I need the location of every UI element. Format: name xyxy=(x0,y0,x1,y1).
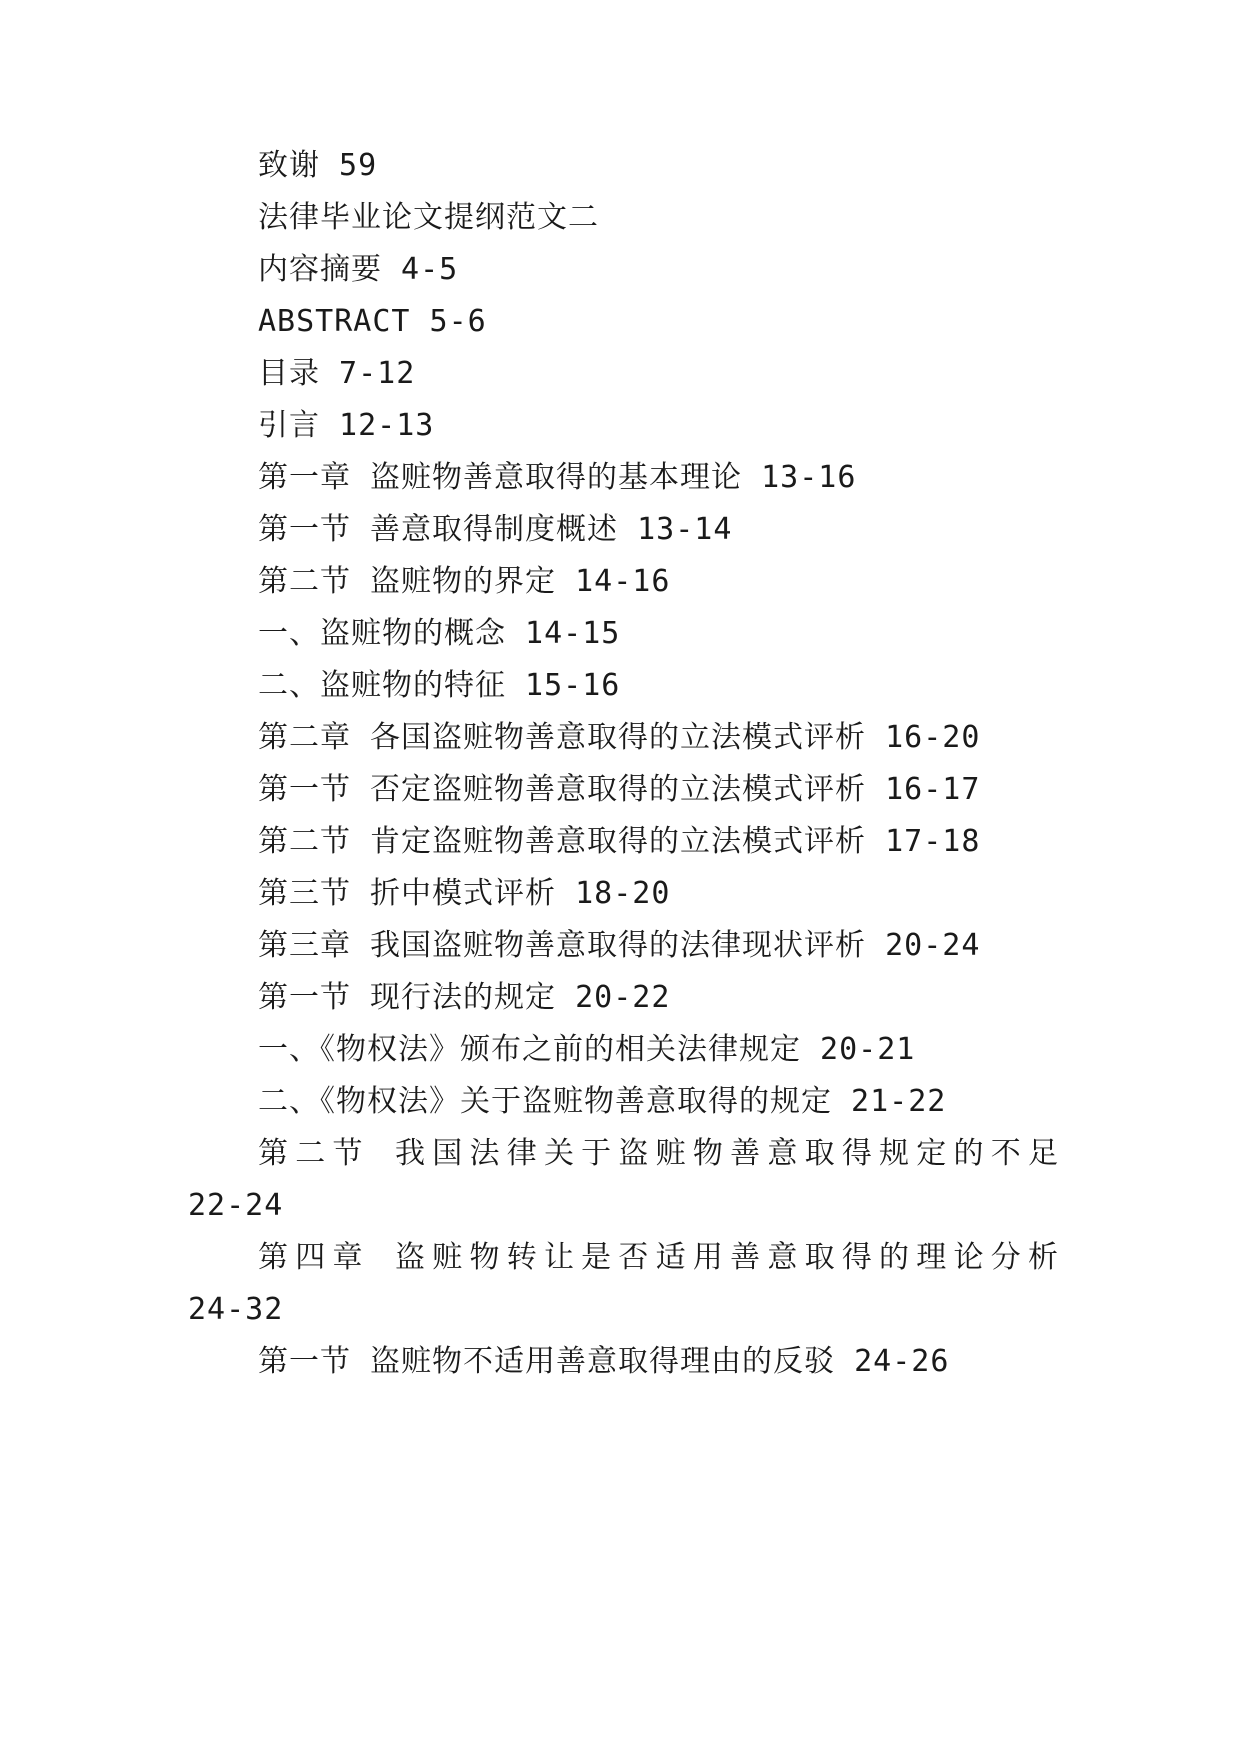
toc-char: 得 xyxy=(841,1240,872,1275)
toc-char: 国 xyxy=(432,1136,463,1171)
toc-char: 用 xyxy=(692,1240,723,1275)
toc-char: 赃 xyxy=(432,1240,463,1275)
toc-char: 章 xyxy=(332,1240,363,1275)
toc-char: 关 xyxy=(543,1136,574,1171)
toc-char: 意 xyxy=(767,1136,798,1171)
toc-char: 定 xyxy=(916,1136,947,1171)
toc-char: 第 xyxy=(258,1136,288,1171)
toc-line: 第一节 现行法的规定 20-22 xyxy=(258,980,671,1015)
toc-line: 一、盗赃物的概念 14-15 xyxy=(258,616,621,651)
toc-char: 第 xyxy=(258,1240,288,1275)
toc-char: 否 xyxy=(618,1240,649,1275)
toc-char: 二 xyxy=(295,1136,326,1171)
toc-char: 我 xyxy=(395,1136,425,1171)
toc-line: 第二节 肯定盗赃物善意取得的立法模式评析 17-18 xyxy=(258,824,981,859)
toc-char: 物 xyxy=(692,1136,723,1171)
toc-char: 足 xyxy=(1027,1136,1058,1171)
toc-line: 一、《物权法》颁布之前的相关法律规定 20-21 xyxy=(258,1032,916,1067)
toc-line: 第一节 否定盗赃物善意取得的立法模式评析 16-17 xyxy=(258,772,981,807)
toc-line: ABSTRACT 5-6 xyxy=(258,304,487,339)
toc-char: 取 xyxy=(804,1240,835,1275)
toc-char: 赃 xyxy=(655,1136,686,1171)
toc-line: 第三节 折中模式评析 18-20 xyxy=(258,876,671,911)
toc-char: 四 xyxy=(295,1240,326,1275)
toc-line: 内容摘要 4-5 xyxy=(258,252,459,287)
toc-line-justified xyxy=(258,1238,1058,1278)
toc-line-justified xyxy=(258,1134,1058,1174)
toc-char: 不 xyxy=(990,1136,1021,1171)
toc-char: 理 xyxy=(916,1240,947,1275)
toc-line: 二、《物权法》关于盗赃物善意取得的规定 21-22 xyxy=(258,1084,947,1119)
toc-char xyxy=(370,1134,388,1174)
toc-line-continuation: 22-24 xyxy=(188,1188,284,1223)
toc-line: 致谢 59 xyxy=(258,148,378,183)
toc-char: 节 xyxy=(332,1136,363,1171)
toc-line: 第二节 盗赃物的界定 14-16 xyxy=(258,564,671,599)
toc-char: 盗 xyxy=(618,1136,649,1171)
toc-char: 是 xyxy=(581,1240,612,1275)
toc-line: 法律毕业论文提纲范文二 xyxy=(258,200,599,235)
toc-line-continuation: 24-32 xyxy=(188,1292,284,1327)
toc-char: 分 xyxy=(990,1240,1021,1275)
toc-char xyxy=(370,1238,388,1278)
toc-char: 善 xyxy=(730,1136,761,1171)
toc-char: 善 xyxy=(730,1240,761,1275)
toc-line: 第一节 盗赃物不适用善意取得理由的反驳 24-26 xyxy=(258,1344,950,1379)
toc-char: 律 xyxy=(506,1136,537,1171)
toc-char: 意 xyxy=(767,1240,798,1275)
toc-line: 引言 12-13 xyxy=(258,408,435,443)
toc-char: 让 xyxy=(543,1240,574,1275)
toc-char: 取 xyxy=(804,1136,835,1171)
toc-line: 第一节 善意取得制度概述 13-14 xyxy=(258,512,733,547)
toc-line: 第一章 盗赃物善意取得的基本理论 13-16 xyxy=(258,460,857,495)
toc-line: 二、盗赃物的特征 15-16 xyxy=(258,668,621,703)
toc-char: 的 xyxy=(879,1240,910,1275)
toc-char: 规 xyxy=(879,1136,910,1171)
toc-char: 法 xyxy=(469,1136,500,1171)
toc-char: 析 xyxy=(1027,1240,1058,1275)
toc-char: 于 xyxy=(581,1136,612,1171)
toc-char: 物 xyxy=(469,1240,500,1275)
toc-line: 目录 7-12 xyxy=(258,356,416,391)
toc-char: 适 xyxy=(655,1240,686,1275)
toc-line: 第二章 各国盗赃物善意取得的立法模式评析 16-20 xyxy=(258,720,981,755)
toc-char: 转 xyxy=(506,1240,537,1275)
toc-line: 第三章 我国盗赃物善意取得的法律现状评析 20-24 xyxy=(258,928,981,963)
toc-char: 得 xyxy=(841,1136,872,1171)
toc-char: 盗 xyxy=(395,1240,425,1275)
toc-char: 的 xyxy=(953,1136,984,1171)
toc-char: 论 xyxy=(953,1240,984,1275)
